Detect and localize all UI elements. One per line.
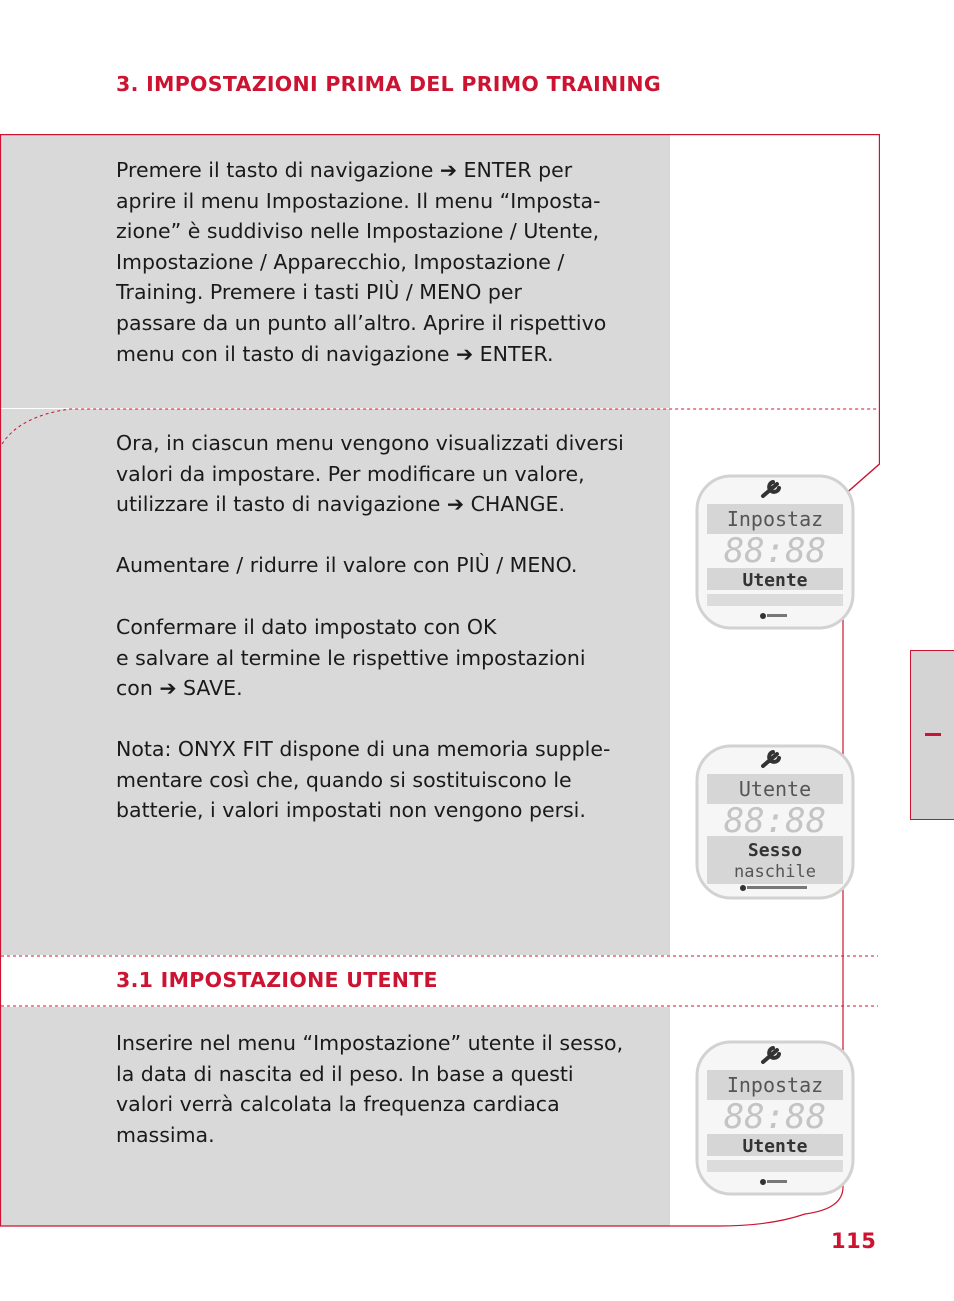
display-bottom-text-2: naschile <box>734 862 816 882</box>
display-bottom-text: Utente <box>742 570 808 591</box>
instruction-paragraph-3: Confermare il dato impostato con OK e salvare al termine le rispettive impostazioni con ➔ SAVE. <box>116 615 586 701</box>
display-bottom-text: Sesso <box>747 840 803 861</box>
display-top-text: Inpostaz <box>726 507 824 531</box>
page-number: 115 <box>831 1229 877 1253</box>
display-digits: 88:88 <box>723 531 827 571</box>
display-digits: 88:88 <box>723 801 827 841</box>
intro-paragraph: Premere il tasto di navigazione ➔ ENTER per aprire il menu Impostazione. Il menu “Imposta- zione” è suddiviso nelle Impostazione / Utente, Impostazione / Apparecchio, Impostazione / Training. Premere i tasti PIÙ / MENO per passare da un punto all’altro. Aprire il rispettivo menu con il tasto di navigazione ➔ ENTER. <box>116 158 607 366</box>
watch-display-user-setup <box>693 1036 857 1200</box>
user-settings-paragraph: Inserire nel menu “Impostazione” utente il sesso, la data di nascita ed il peso. In base a questi valori verrà calcolata la frequenza cardiaca massima. <box>116 1031 624 1147</box>
display-top-text: Utente <box>738 777 812 801</box>
watch-display-gender <box>693 740 857 904</box>
subsection-title: 3.1 IMPOSTAZIONE UTENTE <box>116 968 438 992</box>
tab-marker <box>925 733 941 736</box>
note-paragraph: Nota: ONYX FIT dispone di una memoria supple- mentare così che, quando si sostituiscono le batterie, i valori impostati non vengono persi. <box>116 737 611 823</box>
instruction-paragraph-1: Ora, in ciascun menu vengono visualizzati diversi valori da impostare. Per modificare un valore, utilizzare il tasto di navigazione ➔ CHANGE. <box>116 431 624 517</box>
watch-display-setup <box>693 470 857 634</box>
section-title: 3. IMPOSTAZIONI PRIMA DEL PRIMO TRAINING <box>116 72 662 96</box>
display-bottom-text: Utente <box>742 1136 808 1157</box>
side-chapter-tab <box>910 650 954 820</box>
instruction-paragraph-2: Aumentare / ridurre il valore con PIÙ / MENO. <box>116 553 578 577</box>
display-digits: 88:88 <box>723 1097 827 1137</box>
display-top-text: Inpostaz <box>726 1073 824 1097</box>
